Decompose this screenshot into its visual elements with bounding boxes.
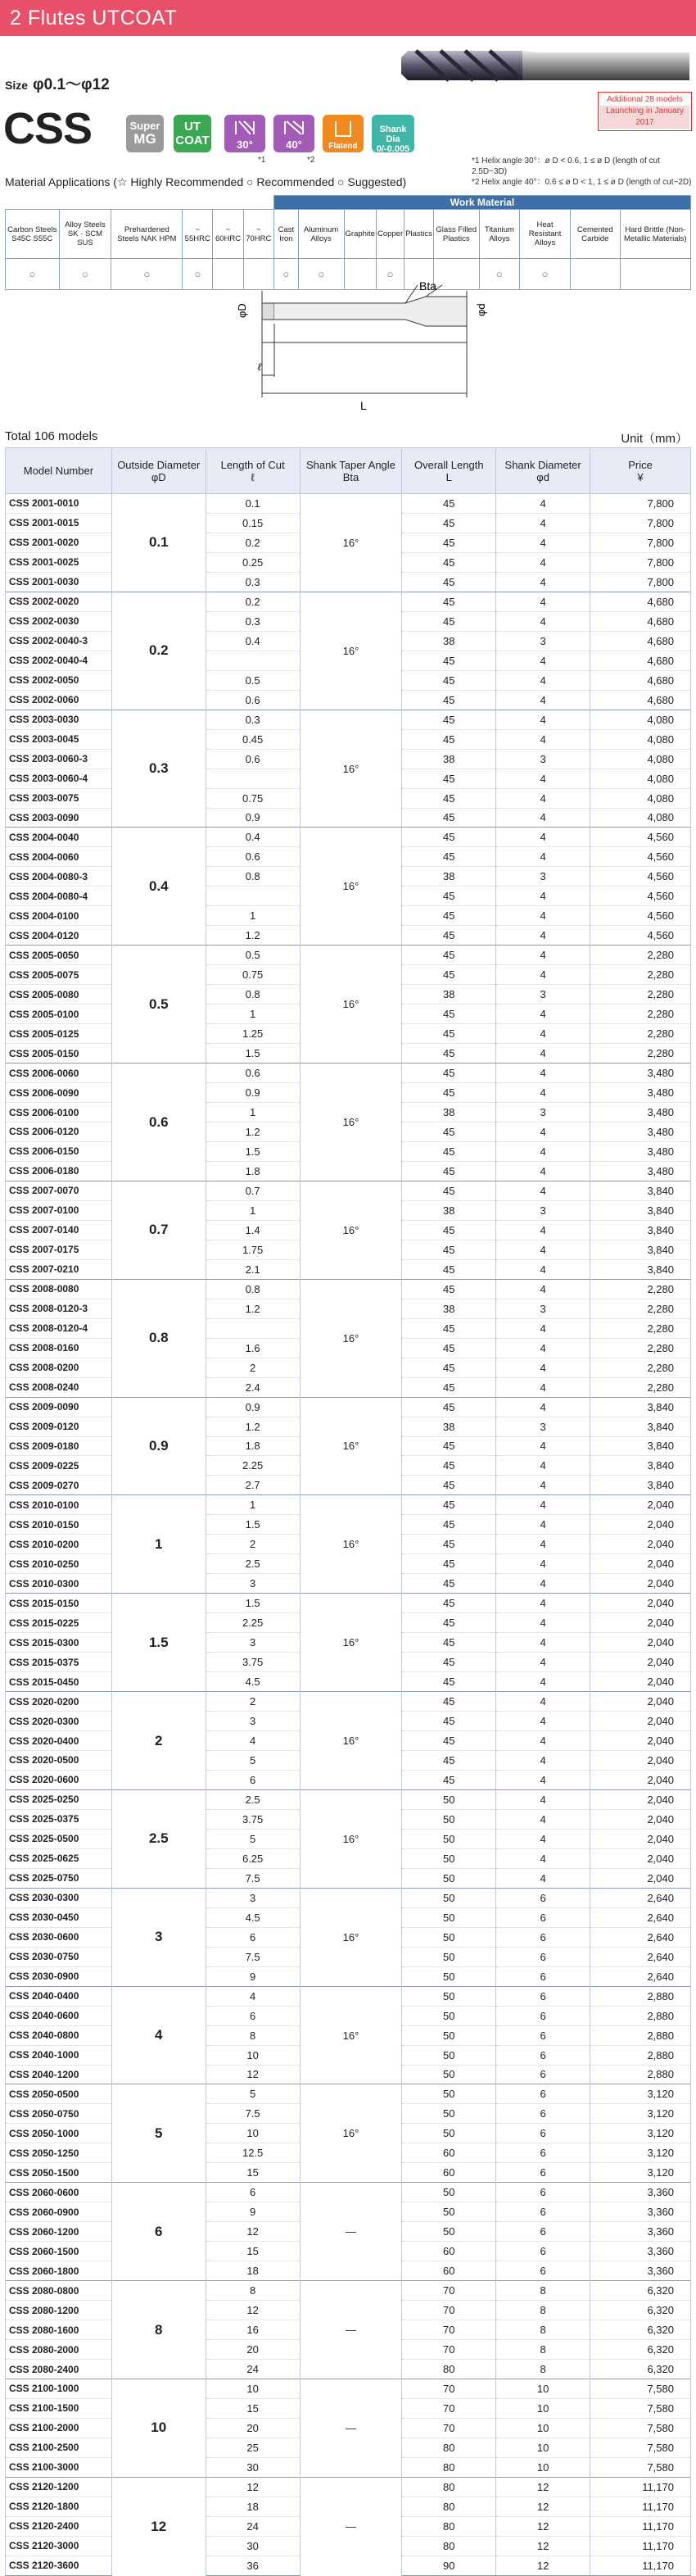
helix-40-icon: 40° — [273, 115, 314, 152]
table-row: CSS 2004-0060 0.6 45 4 4,560 — [6, 847, 691, 867]
table-row: CSS 2005-0080 0.8 38 3 2,280 — [6, 985, 691, 1005]
outside-diameter: 6 — [111, 2183, 206, 2281]
table-row: CSS 2006-0060 0.6 0.6 16° 45 4 3,480 — [6, 1064, 691, 1083]
table-row: CSS 2004-0080-3 0.8 38 3 4,560 — [6, 867, 691, 887]
new-models-badge: Additional 28 models Launching in January 2017 — [598, 92, 692, 131]
table-row: CSS 2020-0200 2 2 16° 45 4 2,040 — [6, 1692, 691, 1712]
table-row: CSS 2003-0060-3 0.6 38 3 4,080 — [6, 749, 691, 769]
outside-diameter: 5 — [111, 2084, 206, 2183]
material-mark-13: ○ — [520, 259, 571, 290]
outside-diameter: 0.4 — [111, 828, 206, 946]
table-row: CSS 2005-0050 0.5 0.5 16° 45 4 2,280 — [6, 946, 691, 965]
table-row: CSS 2010-0300 3 45 4 2,040 — [6, 1574, 691, 1594]
table-row: CSS 2006-0180 1.8 45 4 3,480 — [6, 1161, 691, 1181]
table-row: CSS 2008-0120-4 45 4 2,280 — [6, 1318, 691, 1338]
table-row: CSS 2040-0800 8 50 6 2,880 — [6, 2025, 691, 2045]
table-row: CSS 2005-0075 0.75 45 4 2,280 — [6, 965, 691, 985]
taper-angle: 16° — [300, 1888, 402, 1986]
table-row: CSS 2100-3000 30 80 10 7,580 — [6, 2457, 691, 2477]
col-header-2: Length of Cut ℓ — [206, 448, 300, 494]
size-range: Size φ0.1～φ12 — [5, 76, 110, 93]
material-mark-7: ○ — [298, 259, 344, 290]
table-row: CSS 2008-0080 0.8 0.8 16° 45 4 2,280 — [6, 1279, 691, 1299]
material-col-0: Carbon Steels S45C S55C — [6, 210, 60, 259]
table-row: CSS 2120-3600 36 90 12 11,170 — [6, 2556, 691, 2575]
shank-dia-icon: Shank Dia 0/-0.005 — [372, 115, 414, 152]
material-col-6: Cast Iron — [273, 210, 298, 259]
table-row: CSS 2025-0750 7.5 50 4 2,040 — [6, 1868, 691, 1888]
table-row: CSS 2008-0120-3 1.2 38 3 2,280 — [6, 1299, 691, 1318]
table-row: CSS 2015-0225 2.25 45 4 2,040 — [6, 1613, 691, 1633]
table-row: CSS 2009-0270 2.7 45 4 3,840 — [6, 1476, 691, 1495]
table-row: CSS 2004-0120 1.2 45 4 4,560 — [6, 926, 691, 946]
outside-diameter: 0.3 — [111, 710, 206, 828]
table-row: CSS 2002-0050 0.5 45 4 4,680 — [6, 670, 691, 690]
col-header-0: Model Number — [6, 448, 112, 494]
table-row: CSS 2002-0040-4 45 4 4,680 — [6, 651, 691, 670]
work-material-table: Work Material Carbon Steels S45C S55C Alloy Steels SK · SCM SUS Prehardened Steels NAK HPM ~ 55HRC ~ 60HRC ~ 70HRC Cast Iron Aluminum Alloys Graphite Copper Plastics Glass Filled Plastics Titanium Alloys Heat Resistant Alloys Cemented Carbide Hard Brittle (Non-Metallic Materials) ○ ○ ○ ○ ○ ○ ○ ○ ○ — [5, 195, 691, 290]
table-row: CSS 2060-1500 15 60 6 3,360 — [6, 2242, 691, 2261]
label-d: φD — [236, 303, 248, 318]
label-bta: Bta — [419, 279, 437, 293]
table-row: CSS 2060-1800 18 60 6 3,360 — [6, 2261, 691, 2281]
material-col-2: Prehardened Steels NAK HPM — [111, 210, 183, 259]
col-header-3: Shank Taper Angle Bta — [300, 448, 402, 494]
taper-angle: 16° — [300, 1594, 402, 1692]
table-row: CSS 2120-2400 24 80 12 11,170 — [6, 2516, 691, 2536]
table-row: CSS 2001-0030 0.3 45 4 7,800 — [6, 572, 691, 592]
taper-angle: 16° — [300, 1279, 402, 1397]
table-row: CSS 2020-0400 4 45 4 2,040 — [6, 1731, 691, 1751]
material-col-12: Titanium Alloys — [479, 210, 520, 259]
col-header-5: Shank Diameter φd — [496, 448, 590, 494]
table-row: CSS 2007-0175 1.75 45 4 3,840 — [6, 1240, 691, 1259]
table-row: CSS 2060-1200 12 50 6 3,360 — [6, 2222, 691, 2242]
page-title: 2 Flutes UTCOAT — [10, 7, 178, 29]
table-row: CSS 2008-0240 2.4 45 4 2,280 — [6, 1377, 691, 1397]
material-mark-1: ○ — [59, 259, 111, 290]
taper-angle: 16° — [300, 1495, 402, 1594]
table-row: CSS 2010-0150 1.5 45 4 2,040 — [6, 1515, 691, 1535]
table-row: CSS 2007-0070 0.7 0.7 16° 45 4 3,840 — [6, 1181, 691, 1200]
table-row: CSS 2050-1000 10 50 6 3,120 — [6, 2124, 691, 2143]
table-row: CSS 2015-0450 4.5 45 4 2,040 — [6, 1672, 691, 1692]
table-row: CSS 2060-0600 6 6 — 50 6 3,360 — [6, 2183, 691, 2202]
end-mill-photo — [400, 43, 691, 88]
label-l: ℓ — [257, 361, 262, 373]
table-row: CSS 2010-0250 2.5 45 4 2,040 — [6, 1554, 691, 1574]
taper-angle: — — [300, 2477, 402, 2575]
material-col-1: Alloy Steels SK · SCM SUS — [59, 210, 111, 259]
taper-angle: 16° — [300, 1064, 402, 1181]
outside-diameter: 3 — [111, 1888, 206, 1986]
helix-30-icon: 30° — [224, 115, 265, 152]
outside-diameter: 0.9 — [111, 1397, 206, 1495]
table-row: CSS 2001-0025 0.25 45 4 7,800 — [6, 552, 691, 572]
table-row: CSS 2004-0100 1 45 4 4,560 — [6, 906, 691, 926]
taper-angle: 16° — [300, 710, 402, 828]
label-shank-d: φd — [475, 303, 487, 316]
taper-angle: 16° — [300, 1789, 402, 1888]
outside-diameter: 0.6 — [111, 1064, 206, 1181]
table-row: CSS 2030-0750 7.5 50 6 2,640 — [6, 1947, 691, 1966]
table-row: CSS 2040-0400 4 4 16° 50 6 2,880 — [6, 1986, 691, 2006]
table-row: CSS 2006-0100 1 38 3 3,480 — [6, 1103, 691, 1122]
table-row: CSS 2040-1000 10 50 6 2,880 — [6, 2045, 691, 2065]
outside-diameter: 0.7 — [111, 1181, 206, 1279]
material-col-14: Cemented Carbide — [570, 210, 620, 259]
flatend-icon: Flatend — [323, 115, 364, 152]
table-row: CSS 2003-0030 0.3 0.3 16° 45 4 4,080 — [6, 710, 691, 729]
table-row: CSS 2030-0300 3 3 16° 50 6 2,640 — [6, 1888, 691, 1907]
taper-angle: 16° — [300, 828, 402, 946]
material-col-9: Copper — [376, 210, 404, 259]
table-row: CSS 2005-0100 1 45 4 2,280 — [6, 1005, 691, 1024]
table-row: CSS 2002-0060 0.6 45 4 4,680 — [6, 690, 691, 710]
table-row: CSS 2007-0100 1 38 3 3,840 — [6, 1200, 691, 1220]
table-row: CSS 2050-0750 7.5 50 6 3,120 — [6, 2104, 691, 2124]
material-mark-2: ○ — [111, 259, 183, 290]
table-row: CSS 2040-0600 6 50 6 2,880 — [6, 2006, 691, 2025]
table-row: CSS 2020-0300 3 45 4 2,040 — [6, 1712, 691, 1731]
table-row: CSS 2008-0200 2 45 4 2,280 — [6, 1358, 691, 1377]
table-row: CSS 2020-0500 5 45 4 2,040 — [6, 1751, 691, 1771]
table-row: CSS 2025-0250 2.5 2.5 16° 50 4 2,040 — [6, 1789, 691, 1809]
outside-diameter: 8 — [111, 2281, 206, 2379]
outside-diameter: 2 — [111, 1692, 206, 1790]
table-row: CSS 2100-2500 25 80 10 7,580 — [6, 2438, 691, 2457]
taper-angle: 16° — [300, 946, 402, 1064]
taper-angle: 16° — [300, 1986, 402, 2084]
table-row: CSS 2009-0225 2.25 45 4 3,840 — [6, 1456, 691, 1476]
table-row: CSS 2001-0010 0.1 0.1 16° 45 4 7,800 — [6, 494, 691, 514]
table-row: CSS 2003-0075 0.75 45 4 4,080 — [6, 788, 691, 808]
table-row: CSS 2060-0900 9 50 6 3,360 — [6, 2202, 691, 2222]
table-row: CSS 2007-0140 1.4 45 4 3,840 — [6, 1220, 691, 1240]
col-header-4: Overall Length L — [402, 448, 496, 494]
utcoat-icon: UT COAT — [174, 115, 211, 152]
table-row: CSS 2005-0125 1.25 45 4 2,280 — [6, 1024, 691, 1044]
table-row: CSS 2001-0015 0.15 45 4 7,800 — [6, 513, 691, 533]
material-mark-3: ○ — [183, 259, 213, 290]
table-row: CSS 2040-1200 12 50 6 2,880 — [6, 2065, 691, 2084]
col-header-1: Outside Diameter φD — [111, 448, 206, 494]
spec-table — [5, 447, 691, 2576]
table-row: CSS 2003-0060-4 45 4 4,080 — [6, 769, 691, 788]
table-row: CSS 2001-0020 0.2 45 4 7,800 — [6, 533, 691, 552]
material-col-3: ~ 55HRC — [183, 210, 213, 259]
table-row: CSS 2010-0100 1 1 16° 45 4 2,040 — [6, 1495, 691, 1515]
table-row: CSS 2009-0090 0.9 0.9 16° 45 4 3,840 — [6, 1397, 691, 1417]
material-col-4: ~ 60HRC — [213, 210, 243, 259]
outside-diameter: 2.5 — [111, 1789, 206, 1888]
table-row: CSS 2006-0120 1.2 45 4 3,480 — [6, 1122, 691, 1142]
total-models: Total 106 models — [5, 429, 98, 443]
taper-angle: 16° — [300, 1692, 402, 1790]
label-L: L — [360, 399, 367, 412]
table-row: CSS 2007-0210 2.1 45 4 3,840 — [6, 1259, 691, 1279]
material-col-13: Heat Resistant Alloys — [520, 210, 571, 259]
table-row: CSS 2002-0020 0.2 0.2 16° 45 4 4,680 — [6, 592, 691, 611]
table-row: CSS 2080-2400 24 80 8 6,320 — [6, 2360, 691, 2379]
material-legend: Material Applications (☆ Highly Recommended ○ Recommended ○ Suggested) — [5, 175, 407, 188]
outside-diameter: 0.8 — [111, 1279, 206, 1397]
outside-diameter: 0.5 — [111, 946, 206, 1064]
tool-dimension-diagram — [205, 279, 516, 426]
table-row: CSS 2015-0375 3.75 45 4 2,040 — [6, 1653, 691, 1672]
table-row: CSS 2050-1500 15 60 6 3,120 — [6, 2163, 691, 2183]
material-mark-0: ○ — [6, 259, 60, 290]
material-col-7: Aluminum Alloys — [298, 210, 344, 259]
outside-diameter: 12 — [111, 2477, 206, 2575]
material-mark-15 — [620, 259, 690, 290]
table-row: CSS 2015-0300 3 45 4 2,040 — [6, 1633, 691, 1653]
icon-footnote-1: *1 — [258, 156, 266, 165]
table-row: CSS 2025-0375 3.75 50 4 2,040 — [6, 1809, 691, 1829]
helix-notes: *1 Helix angle 30°：ø D < 0.6, 1 ≤ ø D (length of cut 2.5D~3D) *2 Helix angle 40°：0.6 ≤ ø D < 1, 1 ≤ ø D (length of cut~2D) — [472, 156, 692, 187]
material-mark-6: ○ — [273, 259, 298, 290]
table-row: CSS 2009-0120 1.2 38 3 3,840 — [6, 1417, 691, 1436]
material-mark-9: ○ — [376, 259, 404, 290]
table-row: CSS 2050-1250 12.5 60 6 3,120 — [6, 2143, 691, 2163]
material-col-11: Glass Filled Plastics — [433, 210, 479, 259]
table-row: CSS 2004-0040 0.4 0.4 16° 45 4 4,560 — [6, 828, 691, 847]
table-row: CSS 2025-0500 5 50 4 2,040 — [6, 1829, 691, 1848]
product-logo: CSS — [3, 104, 93, 153]
taper-angle: 16° — [300, 494, 402, 592]
table-row: CSS 2100-1000 10 10 — 70 10 7,580 — [6, 2379, 691, 2399]
table-row: CSS 2050-0500 5 5 16° 50 6 3,120 — [6, 2084, 691, 2104]
unit-label: Unit（mm） — [621, 432, 688, 446]
material-col-5: ~ 70HRC — [243, 210, 273, 259]
outside-diameter: 10 — [111, 2379, 206, 2478]
material-mark-12: ○ — [479, 259, 520, 290]
icon-footnote-2: *2 — [307, 156, 315, 165]
table-row: CSS 2120-3000 30 80 12 11,170 — [6, 2536, 691, 2556]
outside-diameter: 0.2 — [111, 592, 206, 710]
taper-angle: — — [300, 2281, 402, 2379]
table-row: CSS 2002-0040-3 0.4 38 3 4,680 — [6, 631, 691, 651]
material-col-8: Graphite — [344, 210, 376, 259]
table-row: CSS 2006-0150 1.5 45 4 3,480 — [6, 1141, 691, 1161]
table-row: CSS 2020-0600 6 45 4 2,040 — [6, 1770, 691, 1789]
material-mark-14 — [570, 259, 620, 290]
table-row: CSS 2005-0150 1.5 45 4 2,280 — [6, 1044, 691, 1064]
col-header-6: Price ¥ — [590, 448, 691, 494]
table-row: CSS 2010-0200 2 45 4 2,040 — [6, 1535, 691, 1554]
table-row: CSS 2080-0800 8 8 — 70 8 6,320 — [6, 2281, 691, 2301]
material-col-15: Hard Brittle (Non-Metallic Materials) — [620, 210, 690, 259]
taper-angle: 16° — [300, 592, 402, 710]
table-row: CSS 2002-0030 0.3 45 4 4,680 — [6, 611, 691, 631]
table-row: CSS 2003-0090 0.9 45 4 4,080 — [6, 808, 691, 828]
table-row: CSS 2030-0900 9 50 6 2,640 — [6, 1966, 691, 1986]
table-row: CSS 2080-1600 16 70 8 6,320 — [6, 2320, 691, 2340]
table-row: CSS 2025-0625 6.25 50 4 2,040 — [6, 1848, 691, 1868]
table-row: CSS 2120-1200 12 12 — 80 12 11,170 — [6, 2477, 691, 2497]
outside-diameter: 1 — [111, 1495, 206, 1594]
table-row: CSS 2030-0600 6 50 6 2,640 — [6, 1927, 691, 1947]
table-row: CSS 2100-2000 20 70 10 7,580 — [6, 2418, 691, 2438]
taper-angle: — — [300, 2379, 402, 2478]
table-row: CSS 2015-0150 1.5 1.5 16° 45 4 2,040 — [6, 1594, 691, 1613]
table-row: CSS 2004-0080-4 45 4 4,560 — [6, 887, 691, 906]
table-row: CSS 2008-0160 1.6 45 4 2,280 — [6, 1338, 691, 1358]
taper-angle: 16° — [300, 1181, 402, 1279]
table-row: CSS 2009-0180 1.8 45 4 3,840 — [6, 1436, 691, 1456]
table-row: CSS 2120-1800 18 80 12 11,170 — [6, 2497, 691, 2516]
outside-diameter: 4 — [111, 1986, 206, 2084]
taper-angle: — — [300, 2183, 402, 2281]
table-row: CSS 2030-0450 4.5 50 6 2,640 — [6, 1907, 691, 1927]
outside-diameter: 0.1 — [111, 494, 206, 592]
page-header — [0, 0, 696, 36]
material-col-10: Plastics — [404, 210, 434, 259]
taper-angle: 16° — [300, 2084, 402, 2183]
table-row: CSS 2080-1200 12 70 8 6,320 — [6, 2301, 691, 2320]
table-row: CSS 2006-0090 0.9 45 4 3,480 — [6, 1083, 691, 1103]
taper-angle: 16° — [300, 1397, 402, 1495]
table-row: CSS 2100-1500 15 70 10 7,580 — [6, 2398, 691, 2418]
outside-diameter: 1.5 — [111, 1594, 206, 1692]
table-row: CSS 2003-0045 0.45 45 4 4,080 — [6, 729, 691, 749]
table-row: CSS 2080-2000 20 70 8 6,320 — [6, 2340, 691, 2360]
super-mg-icon: Super MG — [126, 115, 164, 152]
